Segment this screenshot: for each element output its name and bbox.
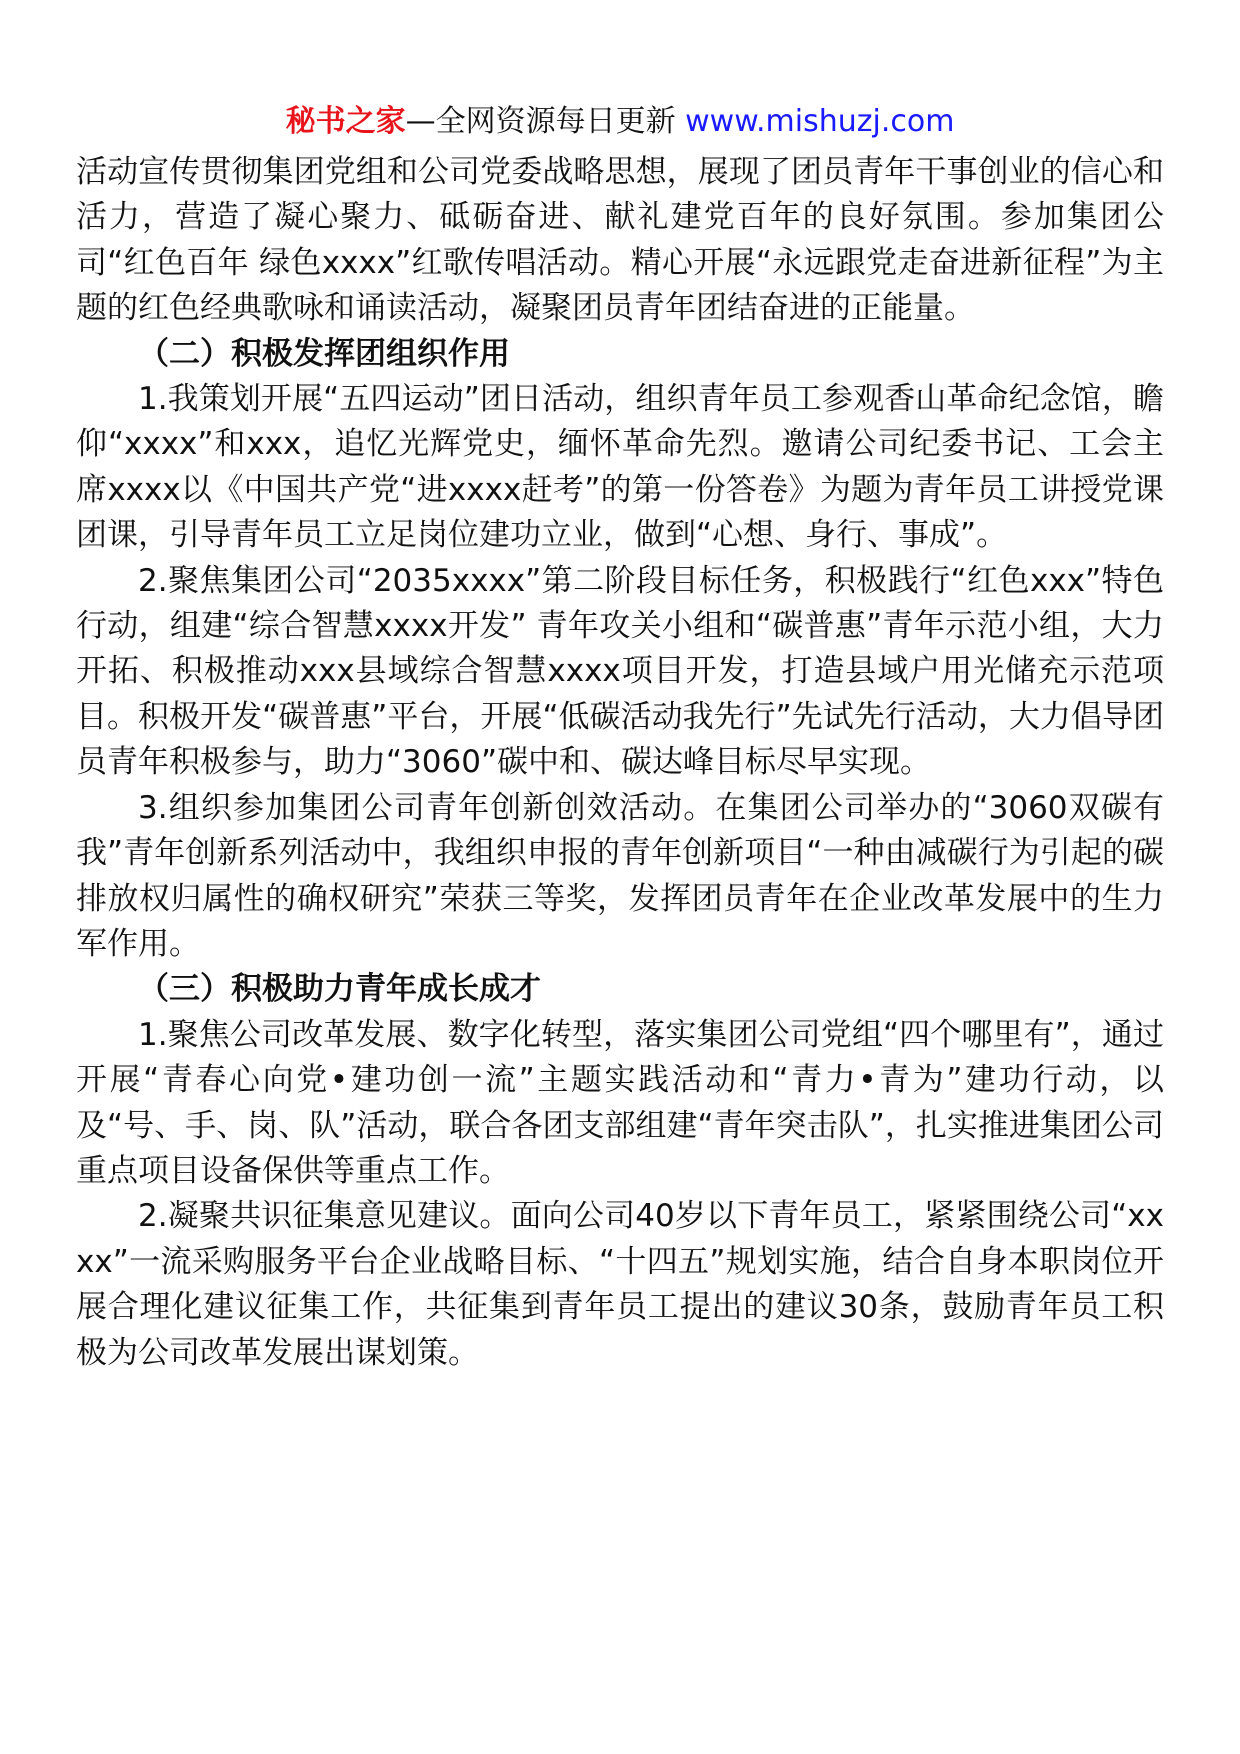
- section-3-paragraph-1: 1.聚焦公司改革发展、数字化转型，落实集团公司党组“四个哪里有”，通过开展“青春心向党•建功创一流”主题实践活动和“青力•青为”建功行动，以及“号、手、岗、队”活动，联合各团支部组建“青年突击队”，扎实推进集团公司重点项目设备保供等重点工作。: [76, 1016, 1164, 1189]
- brand-name: 秘书之家: [285, 104, 406, 139]
- section-2-paragraph-2: 2.聚焦集团公司“2035xxxx”第二阶段目标任务，积极践行“红色xxx”特色行动，组建“综合智慧xxxx开发” 青年攻关小组和“碳普惠”青年示范小组，大力开拓、积极推动xxx县域综合智慧xxxx项目开发，打造县域户用光储充示范项目。积极开发“碳普惠”平台，开展“低碳活动我先行”先试先行活动，大力倡导团员青年积极参与，助力“3060”碳中和、碳达峰目标尽早实现。: [76, 562, 1164, 781]
- paragraph-intro: 活动宣传贯彻集团党组和公司党委战略思想，展现了团员青年干事创业的信心和活力，营造了凝心聚力、砥砺奋进、献礼建党百年的良好氛围。参加集团公司“红色百年 绿色xxxx”红歌传唱活动。精心开展“永远跟党走奋进新征程”为主题的红色经典歌咏和诵读活动，凝聚团员青年团结奋进的正能量。: [76, 154, 1164, 327]
- document-body: [76, 150, 1164, 1376]
- section-heading-2: （二）积极发挥团组织作用: [138, 335, 510, 372]
- section-heading-3: （三）积极助力青年成长成才: [138, 971, 541, 1008]
- section-2-paragraph-1: 1.我策划开展“五四运动”团日活动，组织青年员工参观香山革命纪念馆，瞻仰“xxxx”和xxx，追忆光辉党史，缅怀革命先烈。邀请公司纪委书记、工会主席xxxx以《中国共产党“进xxxx赶考”的第一份答卷》为题为青年员工讲授党课团课，引导青年员工立足岗位建功立业，做到“心想、身行、事成”。: [76, 381, 1164, 554]
- website-link[interactable]: www.mishuzj.com: [685, 104, 955, 139]
- section-3-paragraph-2: 2.凝聚共识征集意见建议。面向公司40岁以下青年员工，紧紧围绕公司“xxxx”一流采购服务平台企业战略目标、“十四五”规划实施，结合自身本职岗位开展合理化建议征集工作，共征集到青年员工提出的建议30条，鼓励青年员工积极为公司改革发展出谋划策。: [76, 1198, 1164, 1371]
- section-2-paragraph-3: 3.组织参加集团公司青年创新创效活动。在集团公司举办的“3060双碳有我”青年创新系列活动中，我组织申报的青年创新项目“一种由减碳行为引起的碳排放权归属性的确权研究”荣获三等奖，发挥团员青年在企业改革发展中的生力军作用。: [76, 789, 1164, 962]
- page-header: [76, 100, 1164, 144]
- header-tagline: —全网资源每日更新: [405, 104, 686, 139]
